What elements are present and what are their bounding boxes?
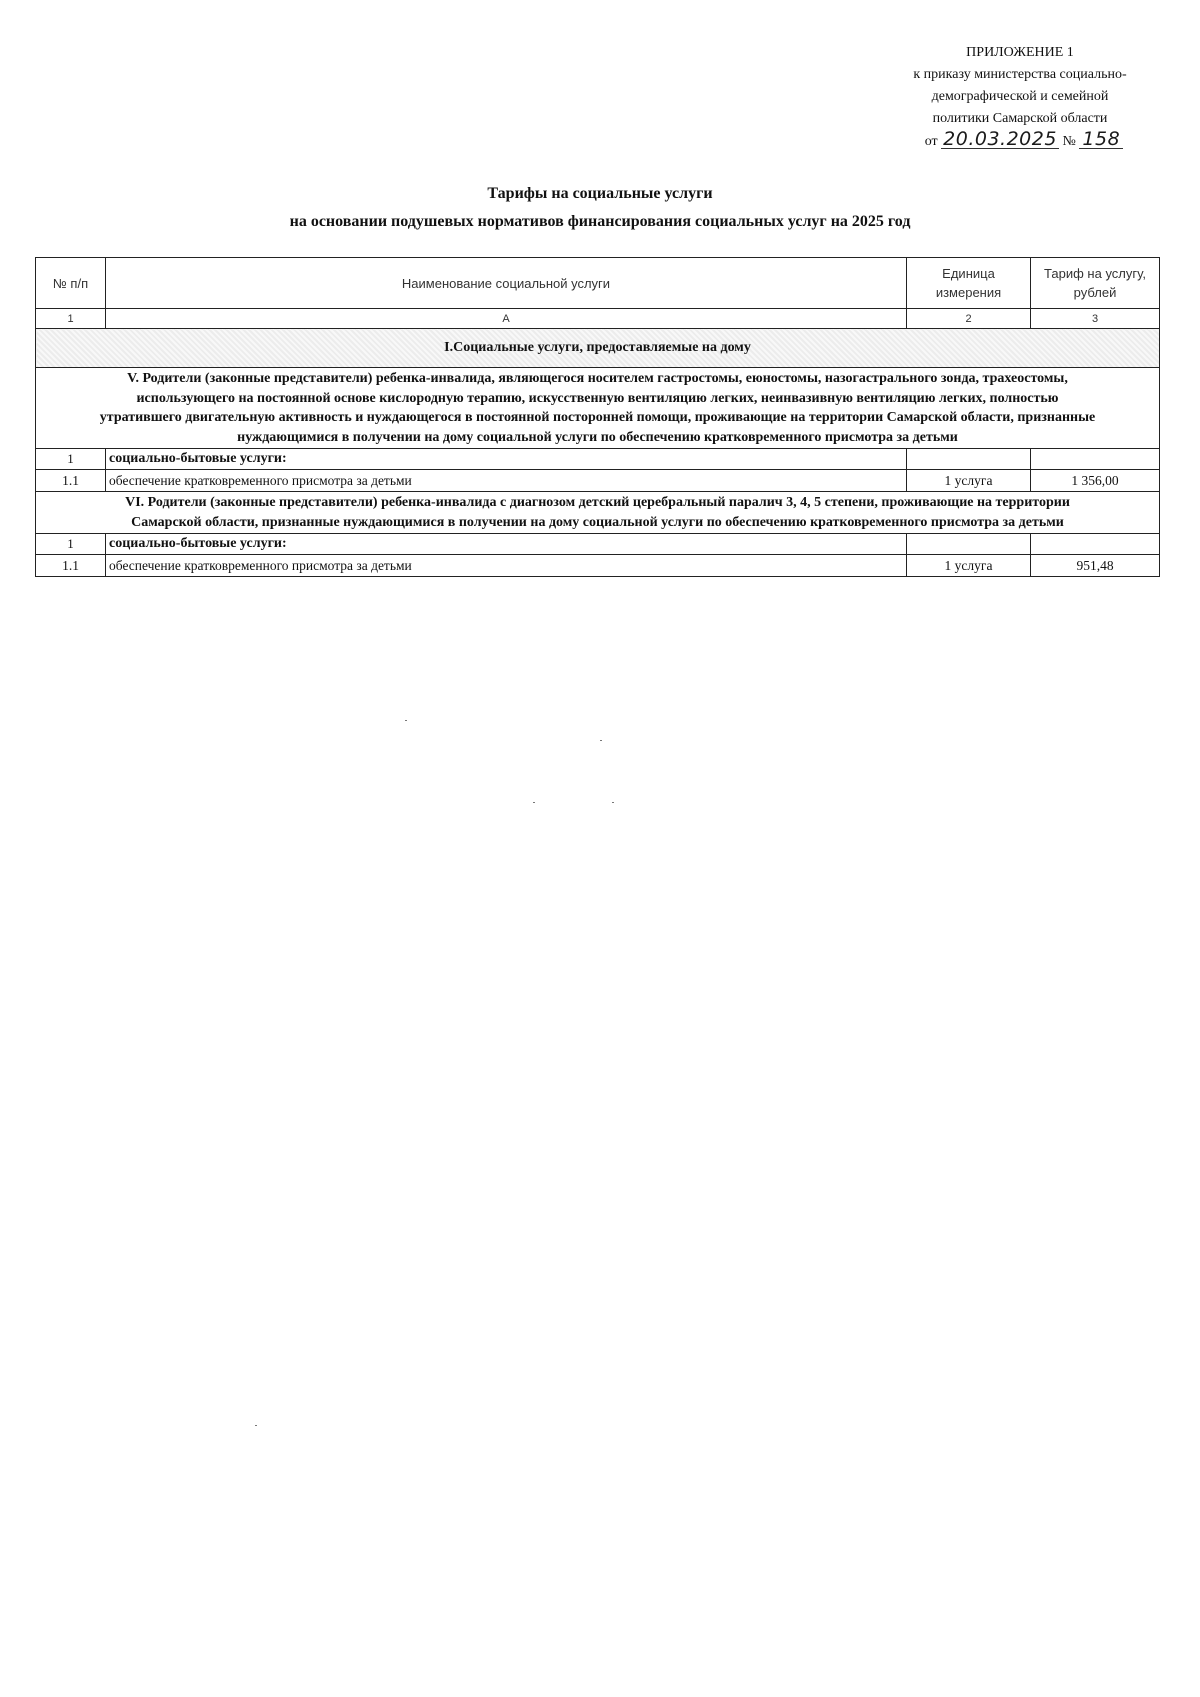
group-title-line: Самарской области, признанные нуждающимися в получении на дому социальной услуги по обеспечению кратковременного присмотра за детьми bbox=[131, 514, 1064, 530]
header-num: № п/п bbox=[36, 258, 106, 309]
header-price bbox=[1031, 258, 1160, 309]
header-name: Наименование социальной услуги bbox=[106, 258, 907, 309]
column-index-cell: А bbox=[106, 309, 907, 329]
column-index-cell: 1 bbox=[36, 309, 106, 329]
section-row bbox=[36, 329, 1160, 368]
tariffs-table bbox=[35, 257, 1160, 577]
header-unit bbox=[907, 258, 1031, 309]
category-num: 1 bbox=[36, 534, 106, 555]
empty-cell bbox=[907, 534, 1031, 555]
empty-cell bbox=[1031, 449, 1160, 470]
handwritten-number: 158 bbox=[1079, 130, 1123, 149]
service-row bbox=[36, 555, 1160, 577]
service-num: 1.1 bbox=[36, 470, 106, 492]
appendix-date-line bbox=[908, 130, 1140, 153]
category-row bbox=[36, 534, 1160, 555]
column-index-cell: 2 bbox=[907, 309, 1031, 329]
handwritten-date: 20.03.2025 bbox=[943, 128, 1057, 150]
document-title-line-1: Тарифы на социальные услуги bbox=[487, 185, 713, 202]
service-unit: 1 услуга bbox=[907, 470, 1031, 492]
group-title-line: нуждающимися в получении на дому социальной услуги по обеспечению кратковременного присмотра за детьми bbox=[237, 429, 958, 445]
service-num: 1.1 bbox=[36, 555, 106, 577]
service-price: 1 356,00 bbox=[1031, 470, 1160, 492]
group-header-row bbox=[36, 368, 1160, 449]
empty-cell bbox=[907, 449, 1031, 470]
table-header-row bbox=[36, 258, 1160, 309]
service-row bbox=[36, 470, 1160, 492]
appendix-line-1: к приказу министерства социально- bbox=[913, 67, 1127, 82]
column-index-row bbox=[36, 309, 1160, 329]
appendix-block bbox=[900, 42, 1140, 153]
service-price: 951,48 bbox=[1031, 555, 1160, 577]
number-prefix: № bbox=[1062, 134, 1076, 149]
category-label: социально-бытовые услуги: bbox=[106, 449, 907, 470]
group-title bbox=[36, 368, 1160, 449]
group-title-line: утратившего двигательную активность и нуждающегося в постоянной посторонней помощи, проживающие на территории Самарской области, признанные bbox=[99, 410, 1096, 425]
header-unit-line-1: Единица bbox=[942, 266, 995, 281]
header-unit-line-2: измерения bbox=[935, 285, 1002, 300]
appendix-line-2: демографической и семейной bbox=[931, 89, 1109, 104]
scan-speck bbox=[612, 802, 614, 803]
scan-speck bbox=[255, 1425, 257, 1426]
section-title: I.Социальные услуги, предоставляемые на дому bbox=[36, 329, 1160, 368]
category-num: 1 bbox=[36, 449, 106, 470]
date-prefix: от bbox=[924, 134, 938, 149]
group-header-row bbox=[36, 492, 1160, 534]
appendix-line-3: политики Самарской области bbox=[932, 111, 1108, 126]
category-label: социально-бытовые услуги: bbox=[106, 534, 907, 555]
scan-speck bbox=[533, 802, 535, 803]
scan-speck bbox=[600, 740, 602, 741]
category-row bbox=[36, 449, 1160, 470]
column-index-cell: 3 bbox=[1031, 309, 1160, 329]
document-title-line-2: на основании подушевых нормативов финансирования социальных услуг на 2025 год bbox=[289, 213, 911, 230]
appendix-title: ПРИЛОЖЕНИЕ 1 bbox=[966, 45, 1074, 60]
group-title-line: использующего на постоянной основе кислородную терапию, искусственную вентиляцию легких, неинвазивную вентиляцию легких, полностью bbox=[136, 390, 1059, 406]
service-name: обеспечение кратковременного присмотра за детьми bbox=[106, 470, 907, 492]
group-title bbox=[36, 492, 1160, 534]
service-unit: 1 услуга bbox=[907, 555, 1031, 577]
scan-speck bbox=[405, 720, 407, 721]
group-title-line: VI. Родители (законные представители) ребенка-инвалида с диагнозом детский церебральный паралич 3, 4, 5 степени, проживающие на территории bbox=[125, 495, 1070, 510]
header-price-line-1: Тариф на услугу, bbox=[1044, 266, 1146, 281]
document-title bbox=[0, 180, 1200, 236]
header-price-line-2: рублей bbox=[1073, 285, 1117, 300]
empty-cell bbox=[1031, 534, 1160, 555]
service-name: обеспечение кратковременного присмотра за детьми bbox=[106, 555, 907, 577]
group-title-line: V. Родители (законные представители) ребенка-инвалида, являющегося носителем гастростомы, еюностомы, назогастрального зонда, трахеостомы, bbox=[127, 371, 1068, 386]
